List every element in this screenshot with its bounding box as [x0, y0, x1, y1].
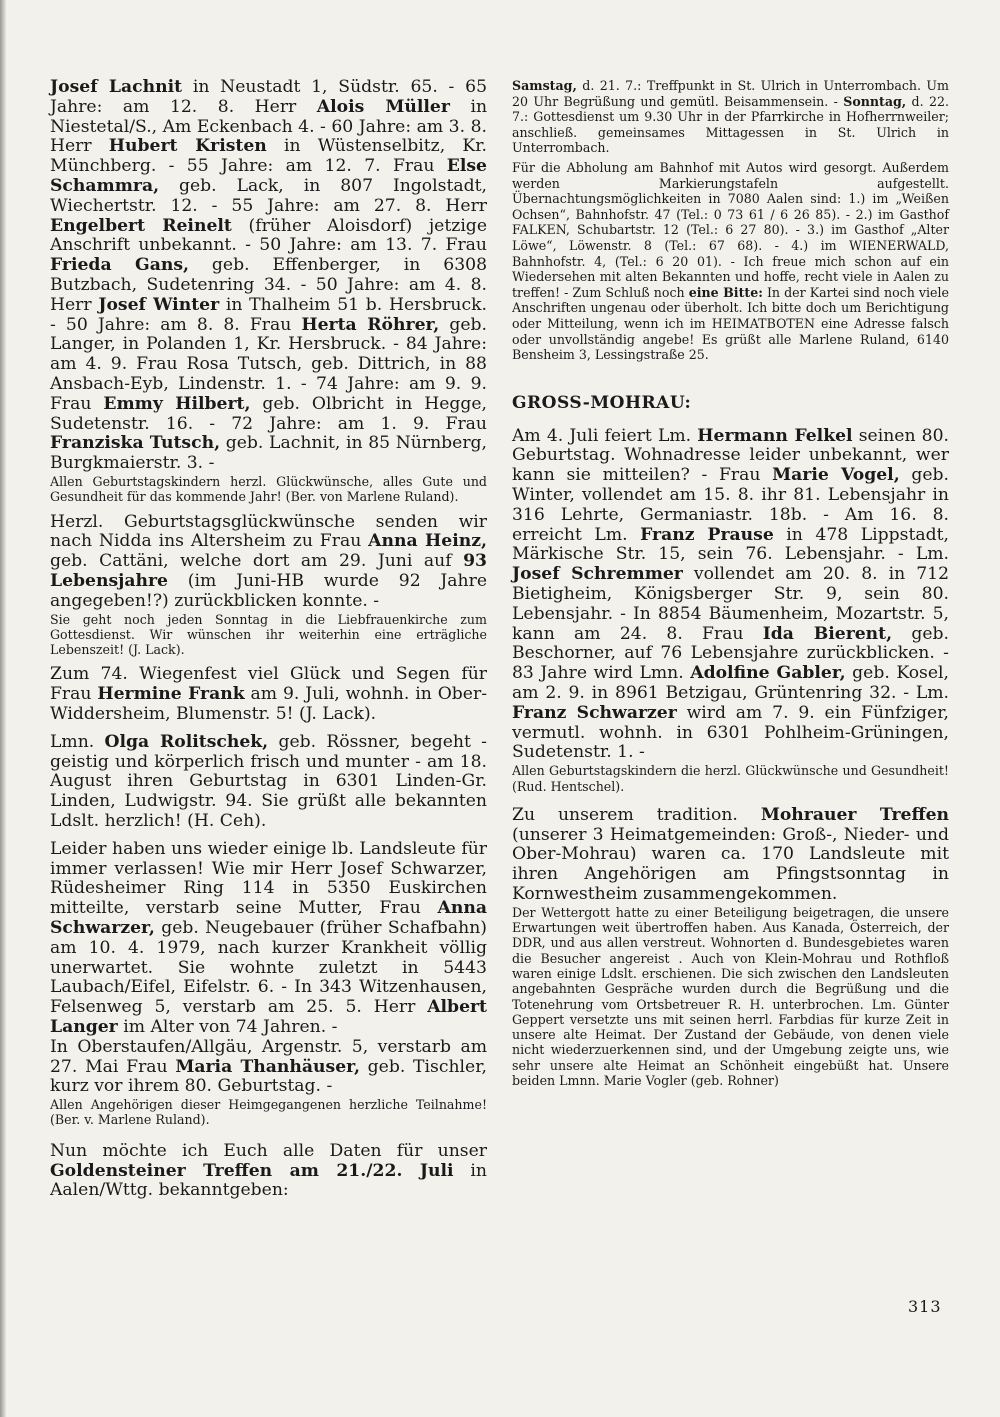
bold-name: Else Schammra, — [50, 156, 487, 196]
bold-name: Marie Vogel, — [772, 465, 900, 486]
bold-name: Franz Schwarzer — [512, 702, 677, 723]
bold-name: Engelbert Reinelt — [50, 215, 232, 236]
bold-name: Franziska Tutsch, — [50, 433, 221, 454]
bold-name: Albert Langer — [50, 997, 487, 1037]
section-heading-gross-mohrau: GROSS-MOHRAU: — [512, 392, 692, 413]
page-number: 313 — [908, 1297, 942, 1316]
right-column — [512, 78, 949, 1088]
gross-mohrau-greeting-note: Allen Geburtstagskindern die herzl. Glückwünsche und Gesundheit! (Rud. Hentschel). — [512, 763, 949, 794]
bold-name: Anna Heinz, — [368, 531, 487, 552]
mohrauer-treffen-report: Der Wettergott hatte zu einer Beteiligung beigetragen, die unsere Erwartungen weit übertroffen haben. Aus Kanada, Österreich, der DDR, und aus allen verstreut. Wohnorten d. Bundesgebietes waren die Besucher angereist . Auch von Klein-Mohrau und Rothfloß waren einige Ldslt. erschienen. Die sich zwischen den Landsleuten angebahnten Gespräche wurden durch die Begrüßung und die Totenehrung vom Ortsbetreuer R. H. unterbrochen. Lm. Günter Geppert versetzte uns mit seinen herrl. Farbdias für kurze Zeit in unsere alte Heimat. Der Zustand der Gebäude, von denen viele nicht wiederzuerkennen sind, und der Umgebung zeigte uns, wie sehr unsere alte Heimat an Schönheit eingebüßt hat. Unsere beiden Lmnn. Marie Vogler (geb. Rohner) — [512, 904, 949, 1089]
bold-name: Franz Prause — [640, 524, 774, 545]
bold-name: Josef Lachnit — [50, 77, 183, 97]
olga-rolitschek-paragraph: Lmn. Olga Rolitschek, geb. Rössner, begeht - geistig und körperlich frisch und munter - am 18. August ihren Geburtstag in 6301 Linden-Gr. Linden, Ludwigstr. 94. Sie grüßt alle bekannten Ldslt. herzlich! (H. Ceh). — [50, 731, 487, 831]
bold-name: Ida Bierent, — [762, 623, 893, 644]
bold-name: Olga Rolitschek, — [104, 731, 269, 752]
bold-name: Frieda Gans, — [50, 255, 189, 276]
mohrauer-treffen-paragraph: Zu unserem tradition. Mohrauer Treffen (unserer 3 Heimatgemeinden: Groß-, Nieder- und Ober-Mohrau) waren ca. 170 Landsleute mit ihren Angehörigen am Pfingstsonntag in Kornwestheim zusammengekommen. — [512, 804, 950, 905]
bold-name: eine Bitte: — [688, 284, 763, 300]
bold-name: Josef Schremmer — [512, 564, 683, 585]
bold-name: Mohrauer Treffen — [760, 804, 950, 825]
condolence-note: Allen Angehörigen dieser Heimgegangenen herzliche Teilnahme! (Ber. v. Marlene Ruland). — [50, 1097, 487, 1128]
bold-name: Samstag, — [512, 78, 577, 93]
bold-name: Sonntag, — [843, 93, 907, 109]
obituary-paragraph: Leider haben uns wieder einige lb. Landsleute für immer verlassen! Wie mir Herr Josef Schwarzer, Rüdesheimer Ring 114 in 5350 Euskirchen mitteilte, verstarb seine Mutter, Frau Anna Schwarzer, geb. Neugebauer (früher Schafbahn) am 10. 4. 1979, nach kurzer Krankheit völlig unerwartet. Sie wohnte zuletzt in 5443 Laubach/Eifel, Eifelstr. 6. - In 343 Witzenhausen, Felsenweg 5, verstarb am 25. 5. Herr Albert Langer im Alter von 74 Jahren. - — [50, 838, 487, 1037]
hermine-frank-paragraph: Zum 74. Wiegenfest viel Glück und Segen für Frau Hermine Frank am 9. Juli, wohnh. in Ober-Widdersheim, Blumenstr. 5! (J. Lack). — [50, 664, 487, 724]
birthday-greeting-note: Allen Geburtstagskindern herzl. Glückwünsche, alles Gute und Gesundheit für das kommende Jahr! (Ber. von Marlene Ruland). — [50, 473, 487, 505]
maria-thanhaeuser-paragraph: In Oberstaufen/Allgäu, Argenstr. 5, verstarb am 27. Mai Frau Maria Thanhäuser, geb. Tischler, kurz vor ihrem 80. Geburtstag. - — [50, 1036, 487, 1097]
gross-mohrau-birthdays-paragraph: Am 4. Juli feiert Lm. Hermann Felkel seinen 80. Geburtstag. Wohnadresse leider unbekannt, wer kann sie mitteilen? - Frau Marie Vogel, geb. Winter, vollendet am 15. 8. ihr 81. Lebensjahr in 316 Lehrte, Germaniastr. 18b. - Am 16. 8. erreicht Lm. Franz Prause in 478 Lippstadt, Märkische Str. 15, sein 76. Lebensjahr. - Lm. Josef Schremmer vollendet am 20. 8. in 712 Bietigheim, Königsberger Str. 9, sein 80. Lebensjahr. - In 8854 Bäumenheim, Mozartstr. 5, kann am 24. 8. Frau Ida Bierent, geb. Beschorner, auf 76 Lebensjahre zurückblicken. - 83 Jahre wird Lmn. Adolfine Gabler, geb. Kosel, am 2. 9. in 8961 Betzigau, Grüntenring 32. - Lm. Franz Schwarzer wird am 7. 9. ein Fünfziger, vermutl. wohnh. in 6301 Pohlheim-Grüningen, Sudetenstr. 1. - — [512, 425, 950, 763]
birthday-list-paragraph: Josef Lachnit in Neustadt 1, Südstr. 65. - 65 Jahre: am 12. 8. Herr Alois Müller in Niestetal/S., Am Eckenbach 4. - 60 Jahre: am 3. 8. Herr Hubert Kristen in Wüstenselbitz, Kr. Münchberg. - 55 Jahre: am 12. 7. Frau Else Schammra, geb. Lack, in 807 Ingolstadt, Wiechertstr. 12. - 55 Jahre: am 27. 8. Herr Engelbert Reinelt (früher Aloisdorf) jetzige Anschrift unbekannt. - 50 Jahre: am 13. 7. Frau Frieda Gans, geb. Effenberger, in 6308 Butzbach, Sudetenring 34. - 50 Jahre: am 4. 8. Herr Josef Winter in Thalheim 51 b. Hersbruck. - 50 Jahre: am 8. 8. Frau Herta Röhrer, geb. Langer, in Polanden 1, Kr. Hersbruck. - 84 Jahre: am 4. 9. Frau Rosa Tutsch, geb. Dittrich, in 88 Ansbach-Eyb, Lindenstr. 1. - 74 Jahre: am 9. 9. Frau Emmy Hilbert, geb. Olbricht in Hegge, Sudetenstr. 16. - 72 Jahre: am 1. 9. Frau Franziska Tutsch, geb. Lachnit, in 85 Nürnberg, Burgkmaierstr. 3. - — [50, 77, 488, 474]
bold-name: Adolfine Gabler, — [690, 663, 846, 684]
bold-name: Maria Thanhäuser, — [175, 1056, 360, 1077]
anna-heinz-paragraph: Herzl. Geburtstagsglückwünsche senden wir nach Nidda ins Altersheim zu Frau Anna Heinz, geb. Cattäni, welche dort am 29. Juni auf 93 Lebensjahre (im Juni-HB wurde 92 Jahre angegeben!?) zurückblicken konnte. - — [50, 511, 487, 611]
left-column — [50, 78, 487, 1201]
bold-name: Alois Müller — [316, 96, 450, 117]
bold-name: Herta Röhrer, — [301, 314, 440, 335]
accommodation-paragraph: Für die Abholung am Bahnhof mit Autos wird gesorgt. Außerdem werden Markierungstafeln aufgestellt. Übernachtungsmöglichkeiten in 7080 Aalen sind: 1.) im „Weißen Ochsen“, Bahnhofstr. 47 (Tel.: 0 73 61 / 6 26 85). - 2.) im Gasthof FALKEN, Schubartstr. 12 (Tel.: 6 27 80). - 3.) im Gasthof „Alter Löwe“, Löwenstr. 8 (Tel.: 67 68). - 4.) im WIENERWALD, Bahnhofstr. 4, (Tel.: 6 20 01). - Ich freue mich schon auf ein Wiedersehen mit alten Bekannten und hoffe, recht viele in Aalen zu treffen! - Zum Schluß noch eine Bitte: In der Kartei sind noch viele Anschriften ungenau oder überholt. Ich bitte doch um Berichtigung oder Mitteilung, wenn ich im HEIMATBOTEN eine Adresse falsch oder unvollständig angebe! Es grüßt alle Marlene Ruland, 6140 Bensheim 3, Lessingstraße 25. — [512, 159, 949, 363]
bold-name: Hubert Kristen — [108, 136, 267, 157]
meeting-announcement-paragraph: Nun möchte ich Euch alle Daten für unser Goldensteiner Treffen am 21./22. Juli in Aalen/Wttg. bekanntgeben: — [50, 1140, 487, 1201]
meeting-schedule-paragraph: Samstag, d. 21. 7.: Treffpunkt in St. Ulrich in Unterrombach. Um 20 Uhr Begrüßung und gemütl. Beisammensein. - Sonntag, d. 22. 7.: Gottesdienst um 9.30 Uhr in der Pfarrkirche in Hofherrnweiler; anschließ. gemeinsames Mittagessen in St. Ulrich in Unterrombach. — [512, 78, 949, 156]
bold-name: Hermann Felkel — [697, 425, 853, 446]
bold-name: Emmy Hilbert, — [103, 393, 251, 414]
bold-name: Josef Winter — [98, 294, 220, 315]
bold-name: Anna Schwarzer, — [50, 898, 487, 938]
page-edge-shadow — [0, 0, 6, 1417]
bold-name: 93 Lebensjahre — [50, 551, 487, 591]
anna-heinz-note: Sie geht noch jeden Sonntag in die Liebfrauenkirche zum Gottesdienst. Wir wünschen ihr weiterhin eine erträgliche Lebenszeit! (J. Lack). — [50, 611, 487, 658]
bold-name: Goldensteiner Treffen am 21./22. Juli — [50, 1160, 454, 1181]
bold-name: Hermine Frank — [97, 684, 245, 705]
